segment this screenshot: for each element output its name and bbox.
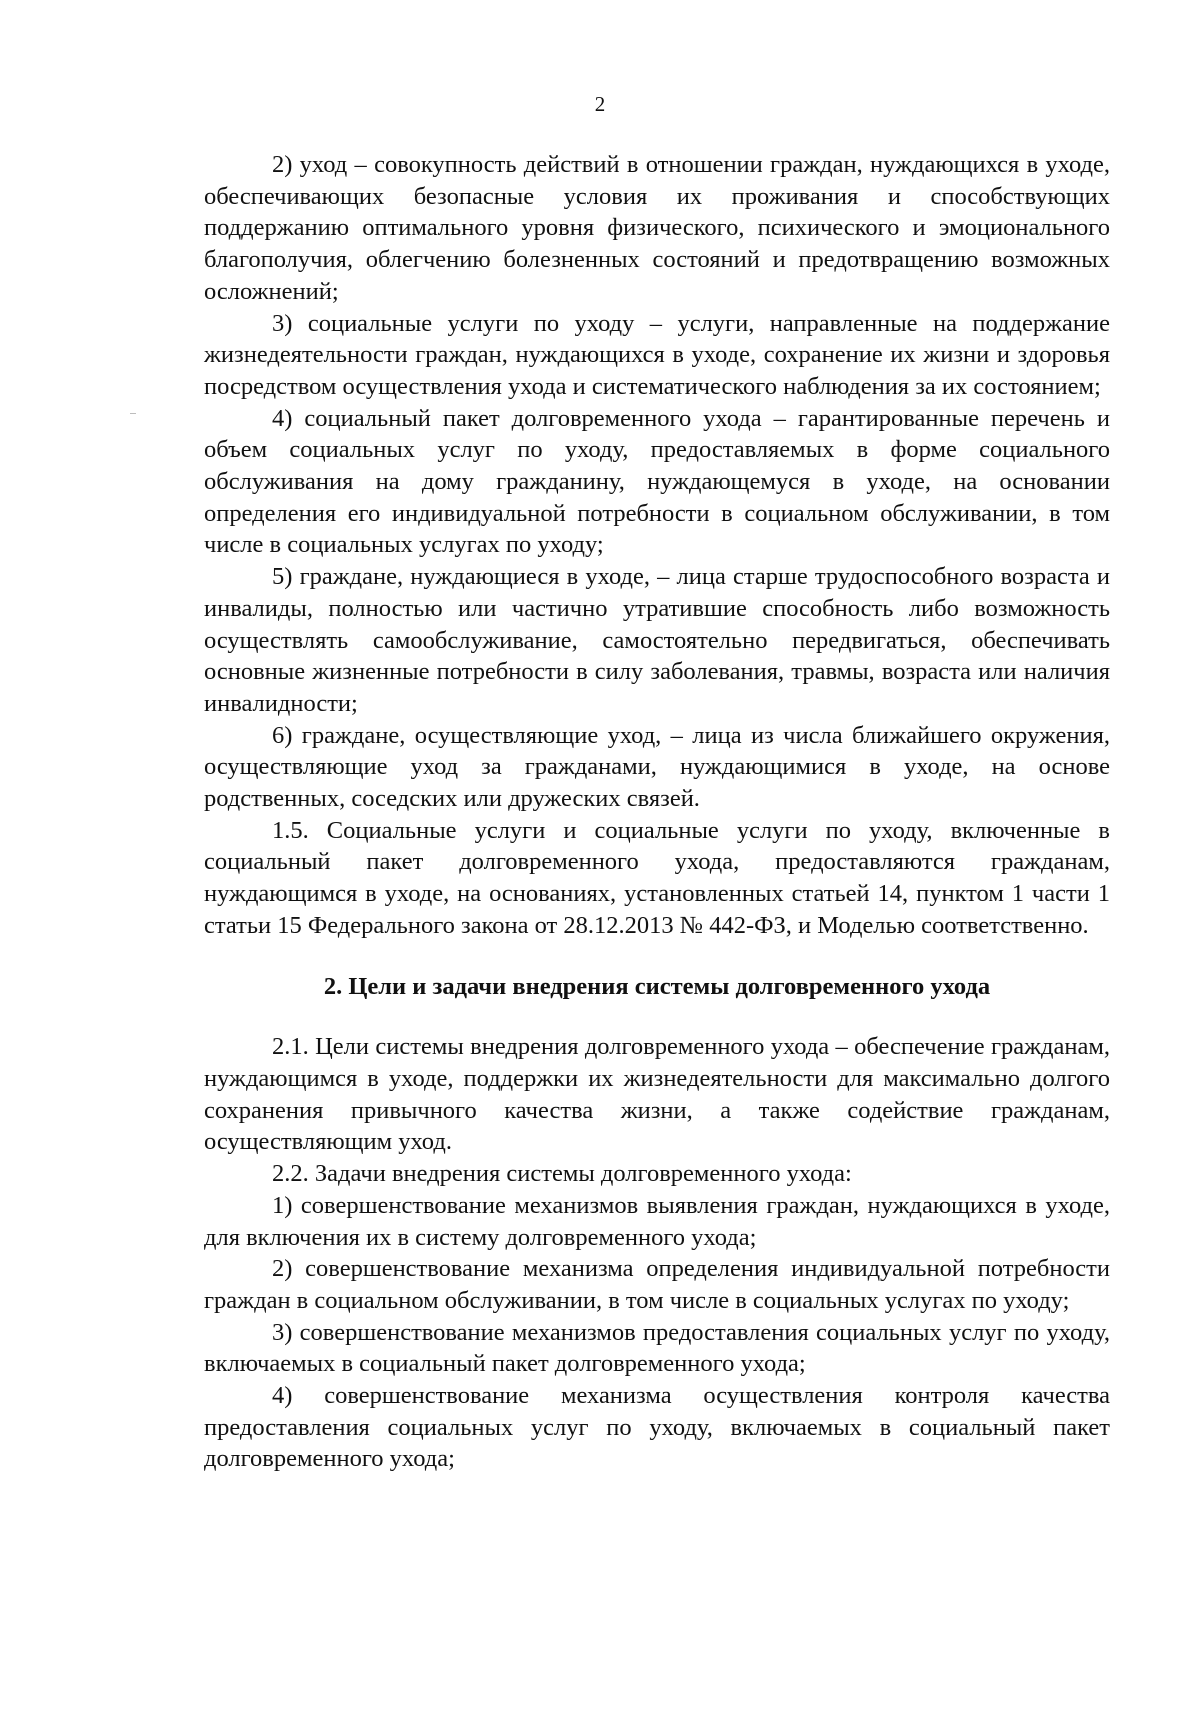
paragraph-care-services-definition: 3) социальные услуги по уходу – услуги, направленные на поддержание жизнедеятельности граждан, нуждающихся в уходе, сохранение их жизни и здоровья посредством осуществления ухода и систематического наблюдения за их состоянием; (204, 309, 1110, 400)
paragraph-task-3: 3) совершенствование механизмов предоставления социальных услуг по уходу, включаемых в социальный пакет долговременного ухода; (204, 1318, 1110, 1378)
section-title: 2. Цели и задачи внедрения системы долговременного ухода (323, 972, 991, 1000)
paragraph-citizens-in-need-definition: 5) граждане, нуждающиеся в уходе, – лица старше трудоспособного возраста и инвалиды, полностью или частично утратившие способность либо возможность осуществлять самообслуживание, самостоятельно передвигаться, обеспечивать основные жизненные потребности в силу заболевания, травмы, возраста или наличия инвалидности; (204, 563, 1110, 717)
margin-mark (130, 413, 136, 414)
page-number: 2 (594, 92, 606, 116)
document-body (204, 149, 1110, 1475)
paragraph-task-1: 1) совершенствование механизмов выявления граждан, нуждающихся в уходе, для включения их в систему долговременного ухода; (204, 1191, 1110, 1251)
paragraph-care-package-definition: 4) социальный пакет долговременного ухода – гарантированные перечень и объем социальных услуг по уходу, предоставляемых в форме социального обслуживания на дому гражданину, нуждающемуся в уходе, на основании определения его индивидуальной потребности в социальном обслуживании, в том числе в социальных услугах по уходу; (204, 404, 1110, 559)
paragraph-task-2: 2) совершенствование механизма определения индивидуальной потребности граждан в социальном обслуживании, в том числе в социальных услугах по уходу; (204, 1255, 1110, 1314)
paragraph-task-4: 4) совершенствование механизма осуществления контроля качества предоставления социальных услуг по уходу, включаемых в социальный пакет долговременного ухода; (204, 1382, 1110, 1473)
paragraph-1-5: 1.5. Социальные услуги и социальные услуги по уходу, включенные в социальный пакет долговременного ухода, предоставляются гражданам, нуждающимся в уходе, на основаниях, установленных статьей 14, пунктом 1 части 1 статьи 15 Федерального закона от 28.12.2013 № 442-ФЗ, и Моделью соответственно. (204, 816, 1110, 939)
paragraph-caregivers-definition: 6) граждане, осуществляющие уход, – лица из числа ближайшего окружения, осуществляющие уход за гражданами, нуждающимися в уходе, на основе родственных, соседских или дружеских связей. (204, 721, 1110, 813)
paragraph-2-2: 2.2. Задачи внедрения системы долговременного ухода: (272, 1160, 852, 1188)
paragraph-2-1: 2.1. Цели системы внедрения долговременного ухода – обеспечение гражданам, нуждающимся в уходе, поддержки их жизнедеятельности для максимально долгого сохранения привычного качества жизни, а также содействие гражданам, осуществляющим уход. (204, 1033, 1110, 1156)
paragraph-care-definition: 2) уход – совокупность действий в отношении граждан, нуждающихся в уходе, обеспечивающих безопасные условия их проживания и способствующих поддержанию оптимального уровня физического, психического и эмоционального благополучия, облегчению болезненных состояний и предотвращению возможных осложнений; (204, 151, 1110, 305)
